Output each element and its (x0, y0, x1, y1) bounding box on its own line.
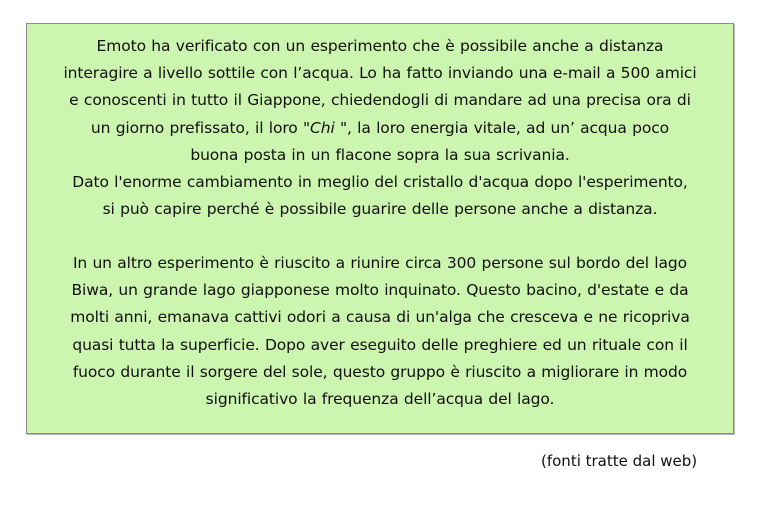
text-line: In un altro esperimento è riuscito a riunire circa 300 persone sul bordo del lago (72, 254, 688, 272)
text-line: quasi tutta la superficie. Dopo aver eseguito delle preghiere ed un rituale con il (72, 335, 688, 354)
text-line: fuoco durante il sorgere del sole, questo gruppo è riuscito a migliorare in modo (72, 362, 688, 381)
text-line: si può capire perché è possibile guarire delle persone anche a distanza. (102, 200, 658, 219)
text-line (27, 115, 733, 142)
paragraph-lake-biwa-experiment (27, 250, 733, 413)
text-line: molti anni, emanava cattivi odori a causa di un'alga che cresceva e ne ricopriva (70, 308, 690, 327)
green-text-box (26, 23, 734, 434)
text-line: buona posta in un flacone sopra la sua scrivania. (190, 145, 570, 164)
italic-word-chi: Chi (310, 118, 335, 137)
text-line: e conoscenti in tutto il Giappone, chiedendogli di mandare ad una precisa ora di (69, 91, 691, 110)
source-note: (fonti tratte dal web) (541, 452, 698, 470)
text-line: Emoto ha verificato con un esperimento che è possibile anche a distanza (96, 37, 664, 55)
text-line-part: ", la loro energia vitale, ad un’ acqua poco (334, 118, 670, 137)
text-line: Dato l'enorme cambiamento in meglio del cristallo d'acqua dopo l'esperimento, (72, 173, 688, 192)
text-line: significativo la frequenza dell’acqua del lago. (205, 390, 555, 409)
text-line-part: un giorno prefissato, il loro " (90, 118, 310, 137)
text-line: Biwa, un grande lago giapponese molto inquinato. Questo bacino, d'estate e da (71, 281, 689, 300)
text-line: interagire a livello sottile con l’acqua. Lo ha fatto inviando una e-mail a 500 amici (63, 64, 697, 83)
paragraph-emoto-email-experiment (27, 33, 733, 223)
